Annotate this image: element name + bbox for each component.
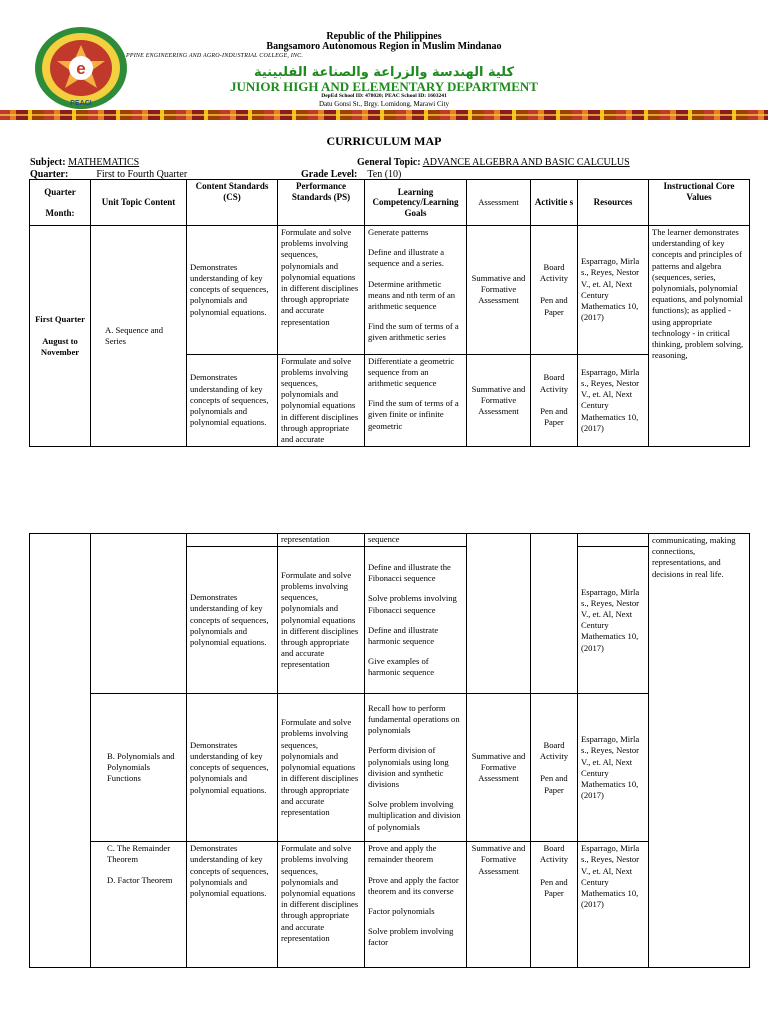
learning-goals-cell: Differentiate a geometric sequence from an arithmetic sequence Find the sum of terms of a given finite or infinite geometric (365, 354, 467, 447)
performance-standard-cell: Formulate and solve problems involving sequences, polynomials and polynomial equations in different disciplines through appropriate and accurate representation (278, 694, 365, 842)
curriculum-table-page2 (29, 533, 750, 968)
svg-text:PEACI: PEACI (70, 100, 92, 107)
performance-standard-cell: Formulate and solve problems involving sequences, polynomials and polynomial equations in different disciplines through appropriate and accurate representation (278, 842, 365, 968)
activities-cell: Board Activity Pen and Paper (531, 354, 578, 447)
col-learning-goals: Learning Competency/Learning Goals (365, 180, 467, 226)
learning-goals-cell: Generate patterns Define and illustrate a sequence and a series. Determine arithmetic means and nth term of an arithmetic sequence Find the sum of terms of a given arithmetic series (365, 226, 467, 355)
resources-cell: Esparrago, Mirla s., Reyes, Nestor V., et. Al, Next Century Mathematics 10, (2017) (578, 547, 649, 694)
table-row (30, 842, 750, 968)
decorative-band (0, 110, 768, 120)
learning-goals-cell: Prove and apply the remainder theorem Prove and apply the factor theorem and its converse Factor polynomials Solve problem involving factor (365, 842, 467, 968)
resources-cell (578, 534, 649, 547)
content-standard-cell: Demonstrates understanding of key concepts of sequences, polynomials and polynomial equations. (187, 547, 278, 694)
unit-cell (91, 534, 187, 694)
col-quarter: Quarter Month: (30, 180, 91, 226)
assessment-cell: Summative and Formative Assessment (467, 842, 531, 968)
content-standard-cell: Demonstrates understanding of key concepts of sequences, polynomials and polynomial equations. (187, 354, 278, 447)
content-standard-cell: Demonstrates understanding of key concepts of sequences, polynomials and polynomial equations. (187, 842, 278, 968)
table-header-row (30, 180, 750, 226)
assessment-cell: Summative and Formative Assessment (467, 694, 531, 842)
activities-cell: Board Activity Pen and Paper (531, 226, 578, 355)
content-standard-cell: Demonstrates understanding of key concepts of sequences, polynomials and polynomial equations. (187, 226, 278, 355)
content-standard-cell: Demonstrates understanding of key concepts of sequences, polynomials and polynomial equations. (187, 694, 278, 842)
col-assessment: Assessment (467, 180, 531, 226)
unit-cell: C. The Remainder Theorem D. Factor Theorem (91, 842, 187, 968)
performance-standard-cell: representation (278, 534, 365, 547)
resources-cell: Esparrago, Mirla s., Reyes, Nestor V., et. Al, Next Century Mathematics 10, (2017) (578, 842, 649, 968)
col-activities: Activitie s (531, 180, 578, 226)
unit-cell: A. Sequence and Series (91, 226, 187, 447)
assessment-cell: Summative and Formative Assessment (467, 354, 531, 447)
page-title: CURRICULUM MAP (326, 134, 442, 148)
activities-cell (531, 534, 578, 694)
resources-cell: Esparrago, Mirla s., Reyes, Nestor V., et. Al, Next Century Mathematics 10, (2017) (578, 226, 649, 355)
col-resources: Resources (578, 180, 649, 226)
school-address: Datu Gonsi St., Brgy. Lomidong, Marawi City (318, 100, 450, 108)
resources-cell: Esparrago, Mirla s., Reyes, Nestor V., et. Al, Next Century Mathematics 10, (2017) (578, 694, 649, 842)
school-ids: DepEd School ID: 478020; PEAC School ID: 1603241 (321, 93, 447, 99)
col-core-values: Instructional Core Values (649, 180, 750, 226)
topic-line: General Topic: ADVANCE ALGEBRA AND BASIC CALCULUS (357, 157, 630, 168)
assessment-cell (467, 534, 531, 694)
col-unit: Unit Topic Content (91, 180, 187, 226)
content-standard-cell (187, 534, 278, 547)
quarter-line: Quarter: First to Fourth Quarter (30, 169, 188, 180)
svg-text:e: e (76, 59, 86, 78)
quarter-cell (30, 534, 91, 968)
core-values-cell: The learner demonstrates understanding of key concepts and principles of patterns and algebra (sequences, series, polynomials, polynomial equations, and polynomial functions); as applied - using appropriate technology - in critical thinking, problem solving, reasoning, (649, 226, 750, 447)
performance-standard-cell: Formulate and solve problems involving sequences, polynomials and polynomial equations in different disciplines through appropriate and accurate (278, 354, 365, 447)
col-performance-standards: Performance Standards (PS) (278, 180, 365, 226)
performance-standard-cell: Formulate and solve problems involving sequences, polynomials and polynomial equations in different disciplines through appropriate and accurate representation (278, 226, 365, 355)
assessment-cell: Summative and Formative Assessment (467, 226, 531, 355)
performance-standard-cell: Formulate and solve problems involving sequences, polynomials and polynomial equations in different disciplines through appropriate and accurate representation (278, 547, 365, 694)
quarter-cell: First Quarter August to November (30, 226, 91, 447)
department-title: JUNIOR HIGH AND ELEMENTARY DEPARTMENT (230, 79, 538, 94)
table-row (30, 694, 750, 842)
activities-cell: Board Activity Pen and Paper (531, 842, 578, 968)
college-name: PPINE ENGINEERING AND AGRO-INDUSTRIAL COLLEGE, INC. (126, 53, 304, 59)
learning-goals-cell: Recall how to perform fundamental operations on polynomials Perform division of polynomials using long division and synthetic divisions Solve problem involving multiplication and division of polynomials (365, 694, 467, 842)
table-row (30, 226, 750, 355)
learning-goals-cell: Define and illustrate the Fibonacci sequence Solve problems involving Fibonacci sequence Define and illustrate harmonic sequence Give examples of harmonic sequence (365, 547, 467, 694)
grade-line: Grade Level: Ten (10) (301, 169, 402, 180)
core-values-cell: communicating, making connections, representations, and decisions in real life. (649, 534, 750, 968)
arabic-name: كلية الهندسة والزراعة والصناعة الفلبينية (253, 65, 515, 80)
curriculum-table-page1 (29, 179, 750, 447)
col-content-standards: Content Standards (CS) (187, 180, 278, 226)
table-row (30, 534, 750, 547)
subject-line: Subject: MATHEMATICS (30, 157, 140, 168)
unit-cell: B. Polynomials and Polynomials Functions (91, 694, 187, 842)
region-line: Bangsamoro Autonomous Region in Muslim Mindanao (266, 41, 502, 52)
republic-line: Republic of the Philippines (326, 31, 442, 42)
activities-cell: Board Activity Pen and Paper (531, 694, 578, 842)
resources-cell: Esparrago, Mirla s., Reyes, Nestor V., et. Al, Next Century Mathematics 10, (2017) (578, 354, 649, 447)
learning-goals-cell: sequence (365, 534, 467, 547)
